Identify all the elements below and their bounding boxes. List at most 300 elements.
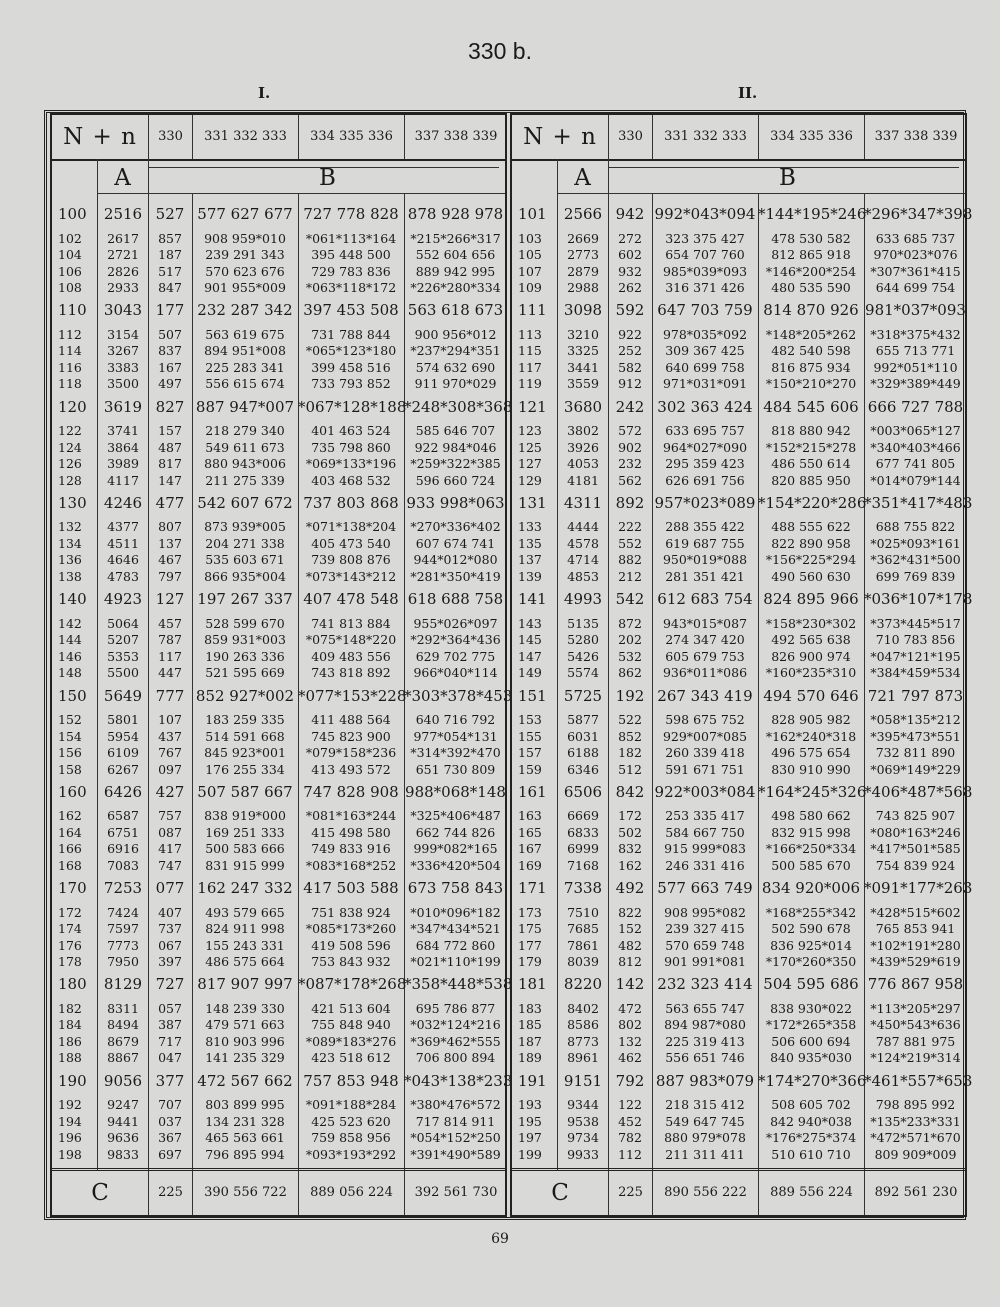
- b-value: 037: [158, 1113, 182, 1129]
- b-value: 077: [155, 879, 185, 898]
- b-value: 911 970*029: [414, 376, 497, 392]
- section-label-a: A: [574, 165, 591, 191]
- b-value: 964*027*090: [662, 439, 748, 455]
- n-value: 167: [518, 841, 542, 857]
- b-value: 421 513 604: [311, 1000, 391, 1016]
- b-value: *069*149*229: [870, 761, 961, 777]
- table-row: [52, 569, 505, 585]
- n-value: 113: [518, 326, 542, 342]
- table-row: [52, 858, 505, 874]
- b-value: 212: [618, 568, 642, 584]
- b-value: 840 935*030: [770, 1050, 852, 1066]
- table-row: [512, 590, 973, 609]
- b-value: *439*529*619: [870, 954, 961, 970]
- n-value: 153: [518, 712, 542, 727]
- n-value: 140: [58, 590, 87, 609]
- b-value: 755 848 940: [311, 1017, 391, 1033]
- b-value: 640 716 792: [415, 712, 496, 727]
- b-value: *450*543*636: [870, 1017, 961, 1033]
- n-value: 139: [518, 568, 542, 584]
- table-row: [512, 399, 965, 415]
- b-value: 629 702 775: [415, 648, 496, 664]
- table-row: [52, 327, 505, 343]
- b-value: 882: [618, 552, 642, 568]
- table-row: [512, 231, 965, 247]
- b-value: *156*225*294: [765, 552, 857, 568]
- b-value: 753 843 932: [311, 954, 391, 970]
- b-value: *067*128*188: [298, 397, 407, 416]
- a-value: 8586: [567, 1017, 599, 1033]
- b-value: 295 359 423: [665, 456, 745, 472]
- table-row: [52, 247, 505, 263]
- b-value: *281*350*419: [410, 568, 501, 584]
- b-value: 832: [618, 841, 642, 857]
- b-value: 132: [618, 1033, 642, 1049]
- a-value: 4714: [567, 552, 599, 568]
- n-value: 122: [58, 423, 82, 439]
- b-value: 999*082*165: [413, 841, 498, 857]
- a-value: 6751: [107, 824, 139, 840]
- b-value: 570 659 748: [665, 937, 745, 953]
- n-value: 114: [58, 343, 82, 359]
- b-value: 419 508 596: [311, 937, 391, 953]
- b-value: *307*361*415: [870, 263, 961, 279]
- b-value: 747 828 908: [303, 782, 399, 801]
- b-value: 204 271 338: [205, 535, 285, 551]
- b-value: 842: [615, 782, 645, 801]
- b-value: 666 727 788: [867, 397, 964, 416]
- table-row: [512, 921, 965, 937]
- n-value: 173: [518, 904, 542, 920]
- n-value: 143: [518, 615, 542, 631]
- n-value: 187: [518, 1033, 542, 1049]
- n-value: 157: [518, 745, 542, 760]
- section-label-b: B: [319, 165, 336, 191]
- table-row: [512, 938, 965, 954]
- b-value: 957*023*089: [654, 493, 756, 512]
- a-value: 3325: [567, 343, 599, 359]
- a-value: 8679: [107, 1033, 139, 1049]
- a-value: 4993: [563, 590, 603, 609]
- b-value: 472: [618, 1000, 642, 1016]
- a-value: 3267: [107, 343, 139, 359]
- n-value: 102: [58, 230, 82, 246]
- b-value: 549 611 673: [205, 439, 285, 455]
- a-value: 6346: [567, 761, 599, 777]
- table-row: [52, 536, 505, 552]
- a-value: 7773: [107, 937, 139, 953]
- a-value: 5353: [107, 648, 139, 664]
- table-row: [52, 825, 505, 841]
- c-value: 889 056 224: [298, 1171, 404, 1215]
- b-value: 122: [618, 1097, 642, 1113]
- a-value: 4117: [107, 472, 139, 488]
- b-value: 787 881 975: [875, 1033, 956, 1049]
- table-row: [512, 841, 965, 857]
- b-value: 152: [618, 921, 642, 937]
- b-value: 570 623 676: [205, 263, 285, 279]
- a-value: 9247: [107, 1097, 139, 1113]
- table-footer: [52, 1168, 505, 1215]
- b-value: 832 915 998: [771, 824, 851, 840]
- n-value: 117: [518, 359, 542, 375]
- b-value: *036*107*178: [864, 590, 973, 609]
- b-value: 651 730 809: [415, 761, 496, 777]
- a-value: 6587: [107, 808, 139, 824]
- b-value: 169 251 333: [205, 824, 285, 840]
- b-value: 992*043*094: [654, 205, 756, 223]
- header-cell: 331 332 333: [652, 115, 758, 159]
- b-value: 405 473 540: [311, 535, 391, 551]
- b-value: 831 915 999: [205, 857, 285, 873]
- b-value: 717: [158, 1033, 182, 1049]
- table-footer: [512, 1168, 965, 1215]
- b-value: 477: [155, 493, 185, 512]
- b-value: 417 503 588: [303, 879, 399, 898]
- b-value: 792: [615, 1071, 645, 1090]
- b-value: 572: [618, 423, 642, 439]
- header-cell: 334 335 336: [298, 115, 404, 159]
- n-value: 107: [518, 263, 542, 279]
- a-value: 3989: [107, 456, 139, 472]
- n-value: 121: [518, 397, 547, 416]
- b-value: 826 900 974: [771, 648, 851, 664]
- table-row: [512, 493, 973, 512]
- b-value: *077*153*228: [298, 686, 407, 705]
- b-value: 743 818 892: [311, 665, 391, 681]
- a-value: 4923: [103, 590, 143, 609]
- n-value: 171: [518, 879, 547, 898]
- table-row: [52, 1114, 505, 1130]
- b-value: 828 905 982: [771, 712, 851, 727]
- b-value: 827: [155, 397, 185, 416]
- table-row: [52, 1034, 505, 1050]
- b-value: 535 603 671: [205, 552, 285, 568]
- b-value: 465 563 661: [205, 1130, 285, 1146]
- a-value: 7861: [567, 937, 599, 953]
- b-value: *406*487*568: [864, 782, 973, 801]
- b-value: 824 895 966: [763, 590, 859, 609]
- c-value: 390 556 722: [192, 1171, 298, 1215]
- n-value: 134: [58, 535, 82, 551]
- header-cell: 334 335 336: [758, 115, 864, 159]
- b-value: *162*240*318: [765, 728, 857, 744]
- b-value: *061*113*164: [305, 230, 397, 246]
- b-value: 684 772 860: [415, 937, 496, 953]
- n-value: 181: [518, 975, 547, 994]
- a-value: 3210: [567, 326, 599, 342]
- b-value: 162 247 332: [197, 879, 293, 898]
- b-value: *164*245*326: [758, 782, 867, 801]
- b-value: 253 335 417: [665, 808, 745, 824]
- b-value: 413 493 572: [311, 761, 391, 777]
- b-value: 729 783 836: [311, 263, 391, 279]
- b-value: 409 483 556: [311, 648, 391, 664]
- b-value: 598 675 752: [665, 712, 745, 727]
- b-value: 425 523 620: [311, 1113, 391, 1129]
- b-value: *248*308*368: [404, 397, 513, 416]
- header-cell: 330: [608, 115, 652, 159]
- table-row: [512, 858, 965, 874]
- n-value: 176: [58, 937, 82, 953]
- table-row: [52, 841, 505, 857]
- b-value: 817: [158, 456, 182, 472]
- b-value: 739 808 876: [311, 552, 391, 568]
- b-value: 527: [155, 205, 185, 223]
- b-value: 817 907 997: [197, 975, 293, 994]
- table-row: [52, 762, 505, 778]
- b-value: 796 895 994: [205, 1146, 285, 1162]
- b-value: *083*168*252: [305, 857, 397, 873]
- table-row: [52, 1097, 505, 1113]
- table-row: [512, 762, 965, 778]
- n-value: 141: [518, 590, 547, 609]
- b-value: 737 803 868: [303, 493, 399, 512]
- b-value: *292*364*436: [410, 632, 501, 648]
- b-value: 577 663 749: [657, 879, 753, 898]
- b-value: 482: [618, 937, 642, 953]
- n-value: 106: [58, 263, 82, 279]
- n-value: 128: [58, 472, 82, 488]
- b-value: *270*336*402: [410, 519, 501, 535]
- table-row: [52, 808, 505, 824]
- a-value: 7338: [563, 879, 603, 898]
- b-value: 747: [158, 857, 182, 873]
- n-value: 111: [518, 301, 547, 320]
- n-value: 130: [58, 493, 87, 512]
- n-value: 198: [58, 1146, 82, 1162]
- table-row: [52, 495, 505, 511]
- b-value: *174*270*366: [758, 1071, 867, 1090]
- b-value: 787: [158, 632, 182, 648]
- b-value: 894 951*008: [204, 343, 286, 359]
- n-value: 147: [518, 648, 542, 664]
- a-value: 6916: [107, 841, 139, 857]
- b-value: 500 585 670: [771, 857, 851, 873]
- b-value: 706 800 894: [415, 1050, 496, 1066]
- b-value: 798 895 992: [875, 1097, 956, 1113]
- table-row: [512, 473, 965, 489]
- b-value: *340*403*466: [870, 439, 961, 455]
- header-cell: 331 332 333: [192, 115, 298, 159]
- b-value: 397 453 508: [303, 301, 399, 320]
- b-value: 542: [615, 590, 645, 609]
- table-row: [52, 921, 505, 937]
- b-value: 507 587 667: [197, 782, 293, 801]
- table-row: [52, 729, 505, 745]
- b-value: 574 632 690: [415, 359, 496, 375]
- b-value: *047*121*195: [870, 648, 961, 664]
- a-value: 6506: [563, 782, 603, 801]
- n-value: 158: [58, 761, 82, 777]
- b-value: 183 259 335: [205, 712, 285, 727]
- b-value: *314*392*470: [410, 745, 501, 760]
- n-value: 168: [58, 857, 82, 873]
- table-row: [52, 1130, 505, 1146]
- b-value: *087*178*268: [298, 975, 407, 994]
- table-row: [52, 1001, 505, 1017]
- b-value: 252: [618, 343, 642, 359]
- b-value: 971*031*091: [662, 376, 748, 392]
- a-value: 4578: [567, 535, 599, 551]
- table-row: [512, 954, 965, 970]
- b-value: 427: [155, 782, 185, 801]
- b-value: 605 679 753: [665, 648, 745, 664]
- b-value: *063*118*172: [305, 280, 397, 295]
- b-value: *014*079*144: [870, 472, 961, 488]
- b-value: *428*515*602: [870, 904, 961, 920]
- a-value: 5207: [107, 632, 139, 648]
- b-value: 117: [158, 648, 182, 664]
- b-value: 837: [158, 343, 182, 359]
- b-value: 457: [158, 615, 182, 631]
- n-value: 196: [58, 1130, 82, 1146]
- b-value: *166*250*334: [765, 841, 857, 857]
- b-value: 107: [158, 712, 182, 727]
- n-value: 165: [518, 824, 542, 840]
- b-value: *318*375*432: [870, 326, 961, 342]
- n-value: 155: [518, 728, 542, 744]
- a-value: 7424: [107, 904, 139, 920]
- b-value: 878 928 978: [407, 205, 504, 223]
- b-value: 487: [158, 439, 182, 455]
- table-row: [512, 1001, 965, 1017]
- b-value: 894 987*080: [664, 1017, 746, 1033]
- b-value: 777: [155, 686, 185, 705]
- a-value: 7597: [107, 921, 139, 937]
- b-value: 915 999*083: [664, 841, 746, 857]
- b-value: 447: [158, 665, 182, 681]
- a-value: 9636: [107, 1130, 139, 1146]
- n-value: 142: [58, 615, 82, 631]
- b-value: *091*188*284: [305, 1097, 397, 1113]
- b-value: *069*133*196: [305, 456, 397, 472]
- a-value: 4377: [107, 519, 139, 535]
- b-value: *384*459*534: [870, 665, 961, 681]
- a-value: 4311: [563, 493, 603, 512]
- b-value: 673 758 843: [407, 879, 504, 898]
- table-row: [512, 1130, 965, 1146]
- b-value: 437: [158, 728, 182, 744]
- b-value: 754 839 924: [875, 857, 956, 873]
- b-value: 528 599 670: [205, 615, 285, 631]
- b-value: *259*322*385: [410, 456, 501, 472]
- n-value: 197: [518, 1130, 542, 1146]
- n-value: 177: [518, 937, 542, 953]
- n-value: 152: [58, 712, 82, 727]
- a-value: 2566: [563, 205, 603, 223]
- section-label-c: C: [551, 1180, 569, 1206]
- b-value: 721 797 873: [867, 686, 964, 705]
- b-value: 452: [618, 1113, 642, 1129]
- b-value: *226*280*334: [410, 280, 501, 295]
- n-value: 150: [58, 686, 87, 705]
- b-value: 717 814 911: [415, 1113, 496, 1129]
- a-value: 9734: [567, 1130, 599, 1146]
- b-value: 922*003*084: [654, 782, 756, 801]
- b-value: 757: [158, 808, 182, 824]
- b-value: *144*195*246: [758, 205, 867, 223]
- n-value: 189: [518, 1050, 542, 1066]
- b-value: 900 956*012: [414, 326, 497, 342]
- b-value: 486 575 664: [205, 954, 285, 970]
- b-value: 097: [158, 761, 182, 777]
- table-row: [52, 745, 505, 761]
- a-value: 3741: [107, 423, 139, 439]
- n-value: 127: [518, 456, 542, 472]
- b-value: *237*294*351: [410, 343, 501, 359]
- b-value: 563 618 673: [407, 301, 504, 320]
- n-value: 123: [518, 423, 542, 439]
- b-value: 087: [158, 824, 182, 840]
- b-value: 399 458 516: [311, 359, 391, 375]
- b-value: 933 998*063: [406, 493, 505, 512]
- c-value: 890 556 222: [652, 1171, 758, 1215]
- b-value: 556 615 674: [205, 376, 285, 392]
- b-value: *091*177*263: [864, 879, 973, 898]
- a-value: 6669: [567, 808, 599, 824]
- n-value: 144: [58, 632, 82, 648]
- b-value: 549 647 745: [665, 1113, 745, 1129]
- b-value: 542 607 672: [197, 493, 293, 512]
- b-value: 232 323 414: [657, 975, 753, 994]
- b-value: 929*007*085: [662, 728, 748, 744]
- b-value: 977*054*131: [413, 728, 498, 744]
- b-value: *158*230*302: [765, 615, 857, 631]
- b-value: 822 890 958: [771, 535, 851, 551]
- b-value: 745 823 900: [311, 728, 391, 744]
- b-value: 892: [615, 493, 645, 512]
- n-value: 103: [518, 230, 542, 246]
- b-value: 281 351 421: [665, 568, 745, 584]
- n-value: 105: [518, 247, 542, 262]
- b-value: 820 885 950: [771, 472, 851, 488]
- b-value: 902: [618, 439, 642, 455]
- b-value: 932: [618, 263, 642, 279]
- b-value: 644 699 754: [875, 280, 956, 295]
- table-row: [512, 302, 965, 318]
- b-value: 552 604 656: [415, 247, 496, 262]
- table-row: [512, 205, 973, 223]
- table-row: [512, 729, 965, 745]
- a-value: 6031: [567, 728, 599, 744]
- b-value: 562: [618, 472, 642, 488]
- a-value: 6999: [567, 841, 599, 857]
- a-value: 4181: [567, 472, 599, 488]
- a-value: 5877: [567, 712, 599, 727]
- b-value: 260 339 418: [665, 745, 745, 760]
- b-value: 887 947*007: [195, 397, 295, 416]
- b-value: 403 468 532: [311, 472, 391, 488]
- b-value: 417: [158, 841, 182, 857]
- b-value: 462: [618, 1050, 642, 1066]
- b-value: 490 560 630: [771, 568, 851, 584]
- a-value: 8494: [107, 1017, 139, 1033]
- a-value: 5064: [107, 615, 139, 631]
- n-value: 104: [58, 247, 82, 262]
- b-value: 147: [158, 472, 182, 488]
- n-value: 192: [58, 1097, 82, 1113]
- n-value: 137: [518, 552, 542, 568]
- table-row: [52, 302, 505, 318]
- b-value: 647 703 759: [657, 301, 753, 320]
- b-value: 944*012*080: [413, 552, 498, 568]
- b-value: 497: [158, 376, 182, 392]
- n-value: 183: [518, 1000, 542, 1016]
- n-value: 180: [58, 975, 87, 994]
- b-value: *135*233*331: [870, 1113, 961, 1129]
- n-value: 124: [58, 439, 82, 455]
